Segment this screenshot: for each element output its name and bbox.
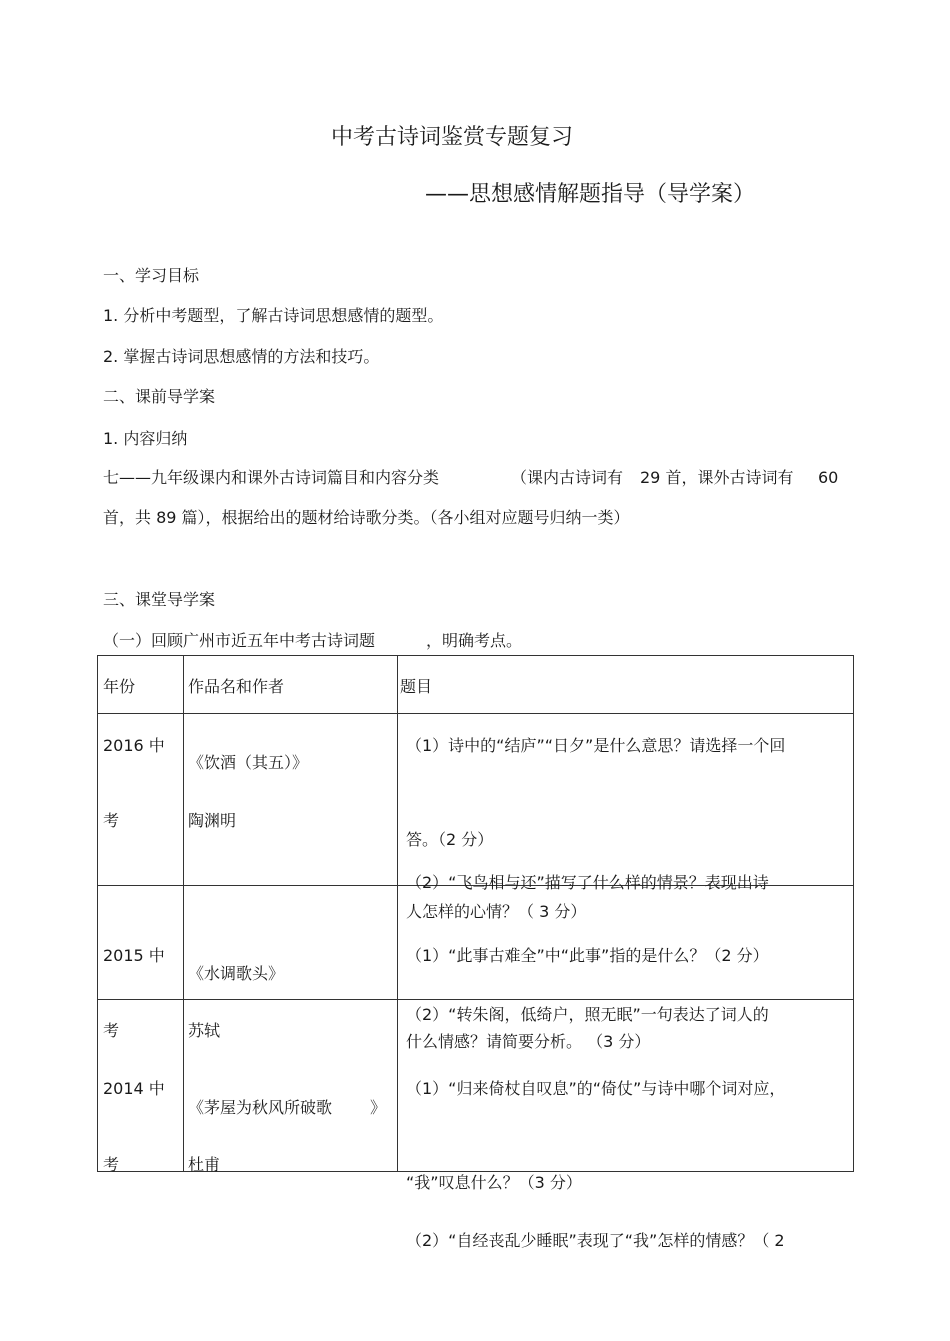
section-heading-goals: 一、学习目标 [103,266,200,285]
table-cell-year: 2015 中 [103,946,165,965]
table-border [853,655,854,1171]
paragraph-text: （课内古诗词有 [511,468,624,487]
table-cell-work: 《茅屋为秋风所破歌 [188,1098,333,1117]
section-heading-inclass: 三、课堂导学案 [103,590,216,609]
table-cell-work: 《饮酒（其五）》 [188,753,309,772]
table-cell-year: 2016 中 [103,736,165,755]
table-border [97,655,98,1171]
table-cell-author: 杜甫 [188,1155,221,1174]
paragraph-text: 29 首，课外古诗词有 [640,468,794,487]
table-cell-question: （1）“归来倚杖自叹息”的“倚仗”与诗中哪个词对应， [406,1079,786,1098]
table-border [183,655,184,1171]
table-cell-question: （2）“自经丧乱少睡眠”表现了“我”怎样的情感？（ 2 [406,1231,785,1250]
subheading-review: ，明确考点。 [426,631,523,650]
table-cell-author: 苏轼 [188,1021,221,1040]
subheading-review: （一）回顾广州市近五年中考古诗词题 [103,631,376,650]
table-cell-author: 陶渊明 [188,811,237,830]
table-cell-question: （2）“飞鸟相与还”描写了什么样的情景？表现出诗 [406,873,769,892]
table-cell-year: 考 [103,811,120,830]
page-subtitle: ——思想感情解题指导（导学案） [425,182,756,207]
table-header-question: 题目 [400,677,433,696]
subheading-summary: 1. 内容归纳 [103,429,188,448]
table-cell-question: “我”叹息什么？（3 分） [406,1173,582,1192]
table-cell-year: 考 [103,1155,120,1174]
paragraph-text: 60 [818,468,839,487]
table-cell-work: 《水调歌头》 [188,964,285,983]
table-cell-work: 》 [370,1098,387,1117]
table-cell-question: （2）“转朱阁，低绮户，照无眠”一句表达了词人的 [406,1005,769,1024]
table-border [97,713,854,714]
table-cell-question: 什么情感？请简要分析。 （3 分） [406,1032,651,1051]
table-cell-question: （1）诗中的“结庐”“日夕”是什么意思？请选择一个回 [406,736,786,755]
table-border [397,655,398,1171]
table-cell-year: 考 [103,1021,120,1040]
paragraph-text: 七——九年级课内和课外古诗词篇目和内容分类 [103,468,440,487]
paragraph-text: 首，共 89 篇），根据给出的题材给诗歌分类。（各小组对应题号归纳一类） [103,508,630,527]
page-title: 中考古诗词鉴赏专题复习 [331,125,574,150]
table-header-year: 年份 [103,677,136,696]
table-header-work: 作品名和作者 [188,677,285,696]
table-border [97,999,854,1000]
section-heading-preclass: 二、课前导学案 [103,387,216,406]
table-border [97,655,854,656]
goal-item: 1. 分析中考题型，了解古诗词思想感情的题型。 [103,306,444,325]
table-cell-question: 人怎样的心情？（ 3 分） [406,902,587,921]
table-cell-question: （1）“此事古难全”中“此事”指的是什么？（2 分） [406,946,769,965]
table-cell-year: 2014 中 [103,1079,165,1098]
table-cell-question: 答。（2 分） [406,830,494,849]
goal-item: 2. 掌握古诗词思想感情的方法和技巧。 [103,347,380,366]
